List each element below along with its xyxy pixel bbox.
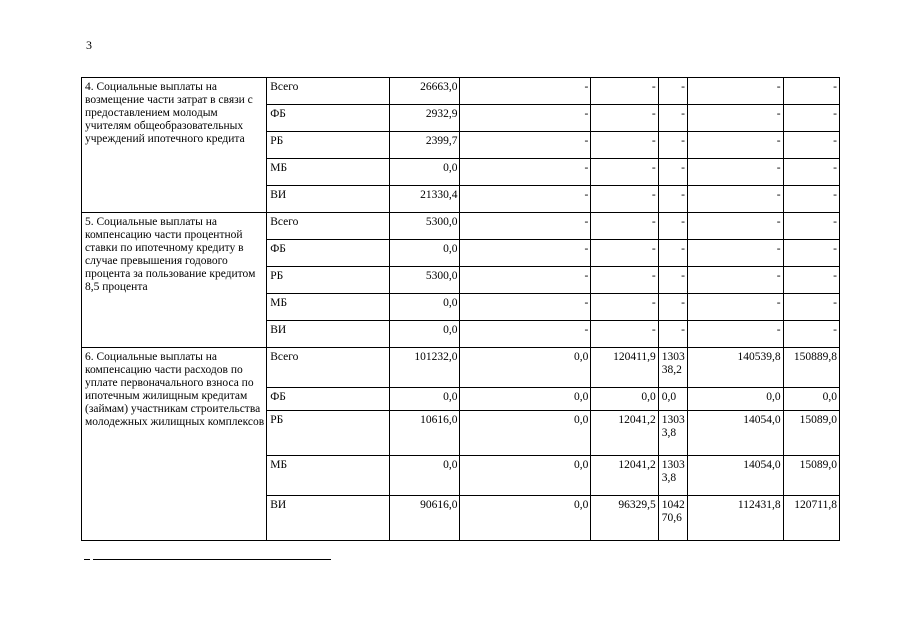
source-cell: ВИ <box>267 321 390 348</box>
value-cell: - <box>591 78 658 105</box>
value-cell: - <box>658 213 687 240</box>
value-cell: - <box>783 321 839 348</box>
source-cell: Всего <box>267 78 390 105</box>
value-cell: - <box>687 159 783 186</box>
value-cell: - <box>591 294 658 321</box>
value-cell: - <box>687 78 783 105</box>
value-cell: - <box>687 321 783 348</box>
value-cell: - <box>460 132 591 159</box>
value-cell: - <box>783 294 839 321</box>
source-cell: МБ <box>267 159 390 186</box>
value-cell: - <box>658 105 687 132</box>
source-cell: МБ <box>267 456 390 496</box>
value-cell: - <box>658 159 687 186</box>
footnote-separator <box>93 559 331 560</box>
value-cell: 0,0 <box>460 348 591 388</box>
value-cell: - <box>460 78 591 105</box>
footnote-marker <box>84 559 90 560</box>
value-cell: - <box>591 159 658 186</box>
value-cell: - <box>460 294 591 321</box>
total-cell: 101232,0 <box>390 348 460 388</box>
value-cell: 140539,8 <box>687 348 783 388</box>
value-cell: 150889,8 <box>783 348 839 388</box>
value-cell: 96329,5 <box>591 496 658 541</box>
value-cell: - <box>591 213 658 240</box>
total-cell: 5300,0 <box>390 213 460 240</box>
value-cell: - <box>460 267 591 294</box>
section-name: 5. Социальные выплаты на компенсацию части процентной ставки по ипотечному кредиту в случае превышения годового процента за пользование кредитом 8,5 процента <box>82 213 267 348</box>
value-cell: 112431,8 <box>687 496 783 541</box>
value-cell: 0,0 <box>658 388 687 411</box>
value-cell: - <box>460 240 591 267</box>
value-cell: - <box>460 159 591 186</box>
value-cell: - <box>591 186 658 213</box>
value-cell: - <box>460 186 591 213</box>
value-cell: 12041,2 <box>591 411 658 456</box>
total-cell: 2399,7 <box>390 132 460 159</box>
value-cell: - <box>783 267 839 294</box>
value-cell: 13033,8 <box>658 456 687 496</box>
total-cell: 0,0 <box>390 456 460 496</box>
value-cell: - <box>460 105 591 132</box>
value-cell: - <box>658 321 687 348</box>
total-cell: 5300,0 <box>390 267 460 294</box>
section-name: 4. Социальные выплаты на возмещение части затрат в связи с предоставлением молодым учителям общеобразовательных учреждений ипотечного кредита <box>82 78 267 213</box>
table-row <box>82 348 840 388</box>
value-cell: 120411,9 <box>591 348 658 388</box>
source-cell: Всего <box>267 213 390 240</box>
source-cell: ФБ <box>267 240 390 267</box>
value-cell: - <box>783 213 839 240</box>
value-cell: 15089,0 <box>783 411 839 456</box>
value-cell: 0,0 <box>591 388 658 411</box>
total-cell: 21330,4 <box>390 186 460 213</box>
value-cell: - <box>783 159 839 186</box>
value-cell: - <box>783 186 839 213</box>
source-cell: ФБ <box>267 388 390 411</box>
value-cell: 0,0 <box>460 388 591 411</box>
value-cell: - <box>658 186 687 213</box>
table-row <box>82 213 840 240</box>
value-cell: 0,0 <box>460 496 591 541</box>
value-cell: 104270,6 <box>658 496 687 541</box>
budget-table <box>81 77 840 541</box>
total-cell: 2932,9 <box>390 105 460 132</box>
value-cell: - <box>783 240 839 267</box>
value-cell: 13033,8 <box>658 411 687 456</box>
value-cell: - <box>783 132 839 159</box>
total-cell: 0,0 <box>390 388 460 411</box>
source-cell: Всего <box>267 348 390 388</box>
value-cell: - <box>460 213 591 240</box>
value-cell: - <box>687 186 783 213</box>
value-cell: 130338,2 <box>658 348 687 388</box>
value-cell: - <box>687 240 783 267</box>
source-cell: МБ <box>267 294 390 321</box>
value-cell: - <box>687 294 783 321</box>
value-cell: - <box>658 267 687 294</box>
total-cell: 0,0 <box>390 321 460 348</box>
source-cell: РБ <box>267 411 390 456</box>
value-cell: 120711,8 <box>783 496 839 541</box>
value-cell: - <box>658 132 687 159</box>
value-cell: 0,0 <box>460 456 591 496</box>
source-cell: ВИ <box>267 496 390 541</box>
value-cell: 0,0 <box>687 388 783 411</box>
value-cell: - <box>591 240 658 267</box>
value-cell: - <box>591 321 658 348</box>
value-cell: 0,0 <box>460 411 591 456</box>
source-cell: РБ <box>267 132 390 159</box>
value-cell: - <box>658 294 687 321</box>
value-cell: 14054,0 <box>687 411 783 456</box>
value-cell: - <box>687 132 783 159</box>
value-cell: 0,0 <box>783 388 839 411</box>
section-name: 6. Социальные выплаты на компенсацию части расходов по уплате первоначального взноса по ипотечным жилищным кредитам (займам) участникам строительства молодежных жилищных комплексов <box>82 348 267 541</box>
total-cell: 0,0 <box>390 294 460 321</box>
table-row <box>82 78 840 105</box>
total-cell: 10616,0 <box>390 411 460 456</box>
total-cell: 0,0 <box>390 240 460 267</box>
value-cell: - <box>658 78 687 105</box>
value-cell: - <box>783 105 839 132</box>
value-cell: - <box>591 132 658 159</box>
value-cell: - <box>687 105 783 132</box>
value-cell: - <box>591 267 658 294</box>
value-cell: 14054,0 <box>687 456 783 496</box>
source-cell: РБ <box>267 267 390 294</box>
value-cell: 12041,2 <box>591 456 658 496</box>
value-cell: - <box>783 78 839 105</box>
total-cell: 0,0 <box>390 159 460 186</box>
total-cell: 26663,0 <box>390 78 460 105</box>
value-cell: 15089,0 <box>783 456 839 496</box>
value-cell: - <box>460 321 591 348</box>
source-cell: ФБ <box>267 105 390 132</box>
value-cell: - <box>658 240 687 267</box>
page-number: 3 <box>86 38 92 52</box>
value-cell: - <box>687 213 783 240</box>
value-cell: - <box>687 267 783 294</box>
value-cell: - <box>591 105 658 132</box>
total-cell: 90616,0 <box>390 496 460 541</box>
source-cell: ВИ <box>267 186 390 213</box>
